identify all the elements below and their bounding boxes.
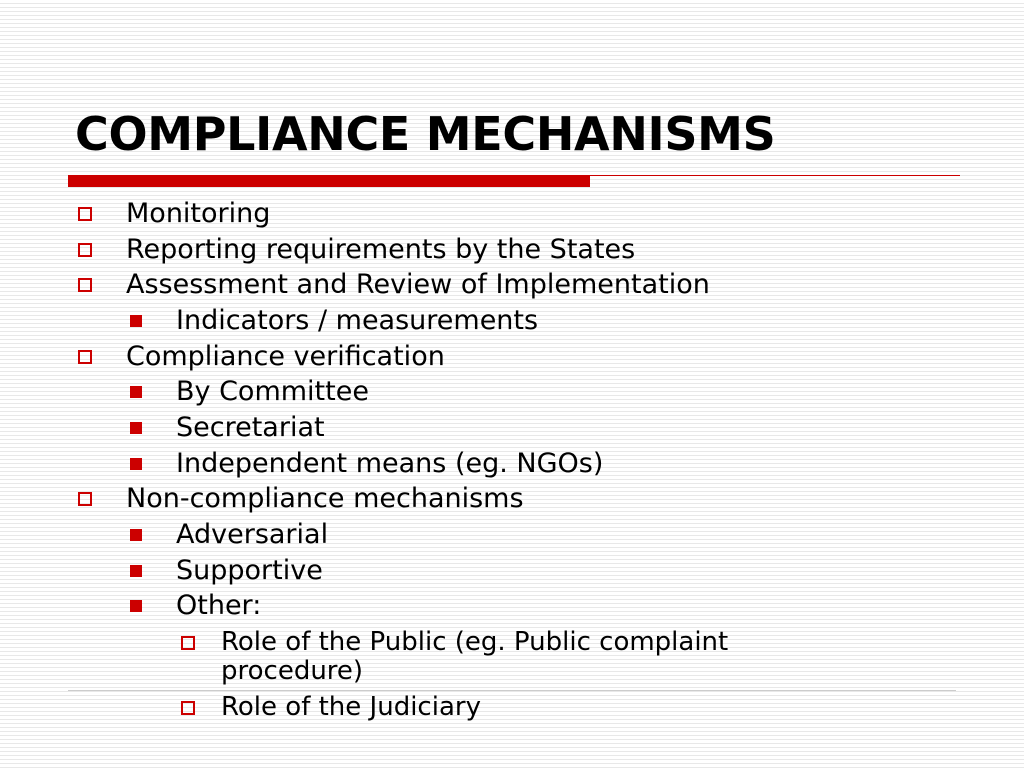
filled-square-icon (130, 315, 142, 327)
bullet-item (0, 232, 635, 268)
bullet-text: Reporting requirements by the States (126, 234, 636, 265)
bullet-text: Assessment and Review of Implementation (126, 269, 710, 300)
bullet-item (0, 196, 270, 232)
hollow-square-icon (78, 207, 92, 221)
filled-square-icon (130, 565, 142, 577)
hollow-square-icon (78, 243, 92, 257)
title-underline-thick (68, 175, 590, 187)
bullet-text: By Committee (176, 376, 369, 407)
bullet-text: Other: (176, 590, 262, 621)
slide-title: COMPLIANCE MECHANISMS (75, 107, 776, 161)
sub-bullet-item (0, 303, 538, 339)
filled-square-icon (130, 600, 142, 612)
bullet-item (0, 267, 710, 303)
filled-square-icon (130, 386, 142, 398)
sub-bullet-item (0, 553, 323, 589)
hollow-square-icon (181, 636, 195, 650)
hollow-square-icon (78, 278, 92, 292)
bullet-text: Compliance verification (126, 341, 445, 372)
bullet-text: Secretariat (176, 412, 325, 443)
filled-square-icon (130, 422, 142, 434)
bullet-text: Role of the Public (eg. Public complaint procedure) (221, 627, 729, 686)
sub-sub-bullet-item (0, 628, 830, 686)
bullet-text: Non-compliance mechanisms (126, 483, 524, 514)
filled-square-icon (130, 529, 142, 541)
hollow-square-icon (78, 492, 92, 506)
bullet-item (0, 339, 445, 375)
sub-bullet-item (0, 374, 369, 410)
sub-bullet-item (0, 588, 261, 624)
bullet-text: Adversarial (176, 519, 329, 550)
bullet-text: Role of the Judiciary (221, 692, 481, 722)
sub-sub-bullet-item (0, 693, 481, 722)
bullet-text: Supportive (176, 555, 323, 586)
sub-bullet-item (0, 517, 328, 553)
bullet-text: Indicators / measurements (176, 305, 539, 336)
hollow-square-icon (78, 350, 92, 364)
sub-bullet-item (0, 410, 325, 446)
hollow-square-icon (181, 701, 195, 715)
bullet-text: Independent means (eg. NGOs) (176, 448, 604, 479)
bullet-item (0, 481, 524, 517)
bullet-text: Monitoring (126, 198, 271, 229)
sub-bullet-item (0, 446, 603, 482)
title-underline-thin (590, 175, 960, 176)
filled-square-icon (130, 458, 142, 470)
footer-divider (68, 690, 956, 691)
